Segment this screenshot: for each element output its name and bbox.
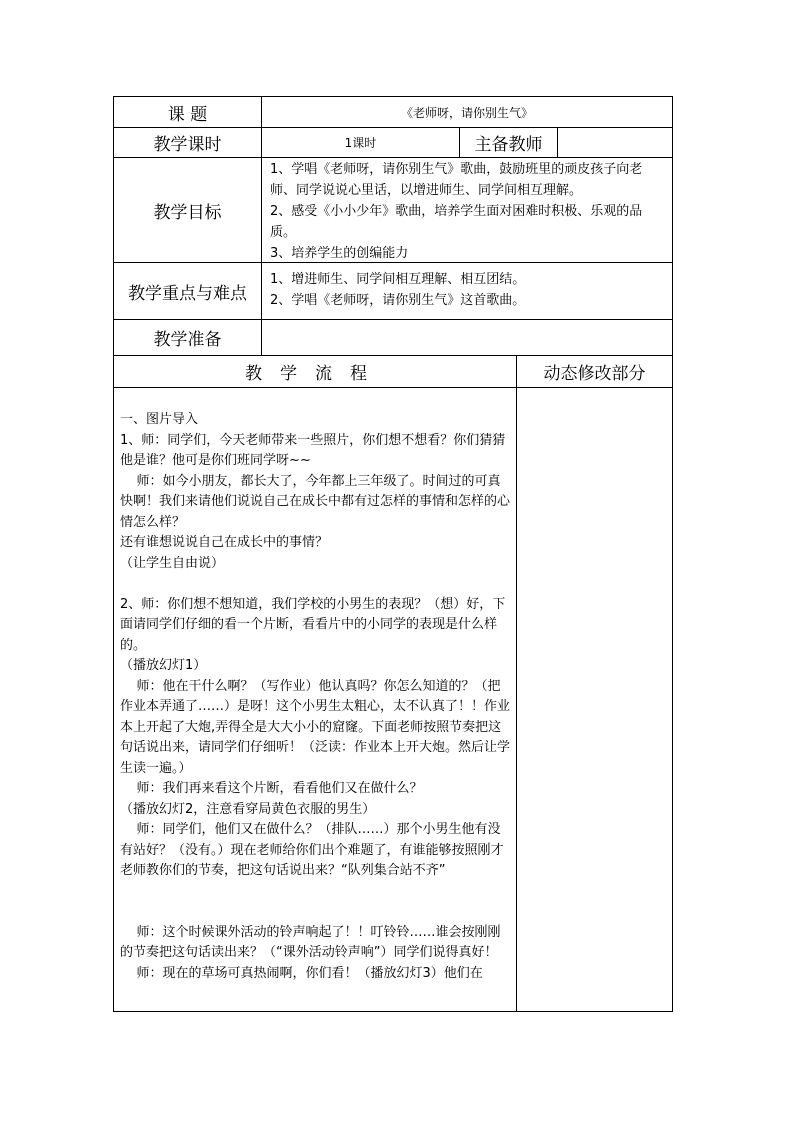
- flow-blank-line: [120, 882, 510, 923]
- goal-item: 1、学唱《老师呀，请你别生气》歌曲，鼓励班里的顽皮孩子向老师、同学说说心里话，以增进师生、同学间相互理解。: [270, 162, 643, 198]
- goals-label: 教学目标: [153, 202, 222, 223]
- hours-label: 教学课时: [153, 135, 222, 155]
- flow-line: （播放幻灯1）: [120, 658, 207, 673]
- goals-content: [262, 158, 672, 262]
- flow-line: 师：我们再来看这个片断，看看他们又在做什么？: [120, 781, 423, 796]
- flow-header: 教学流程: [245, 364, 385, 384]
- flow-body: [114, 410, 516, 1010]
- side-notes-cell: [517, 388, 672, 1011]
- teacher-label: 主备教师: [474, 135, 543, 155]
- flow-blank-line: [120, 574, 510, 595]
- flow-line: （让学生自由说）: [120, 555, 225, 571]
- prep-value: [262, 320, 672, 355]
- hours-value: 1课时: [344, 136, 377, 150]
- key-point-item: 2、学唱《老师呀，请你别生气》这首歌曲。: [270, 293, 526, 308]
- teacher-value: [558, 128, 672, 157]
- flow-line: 还有谁想说说自己在成长中的事情？: [120, 535, 329, 550]
- flow-line: 师：这个时候课外活动的铃声响起了！！叮铃铃……谁会按刚刚的节奏把这句话读出来？（“课外活动铃声响”）同学们说得真好！: [120, 924, 501, 960]
- flow-line: 1、师：同学们，今天老师带来一些照片，你们想不想看？你们猜猜他是谁？他可是你们班同学呀~~: [120, 432, 506, 468]
- flow-line: （播放幻灯2，注意看穿局黄色衣服的男生）: [120, 801, 376, 817]
- key-points-content: [262, 263, 672, 319]
- goal-item: 3、培养学生的创编能力: [270, 246, 409, 261]
- prep-label: 教学准备: [153, 330, 222, 350]
- lesson-plan-table: [113, 96, 673, 1012]
- key-points-label: 教学重点与难点: [128, 283, 247, 304]
- key-point-item: 1、增进师生、同学间相互理解、相互团结。: [270, 272, 526, 287]
- goal-item: 2、感受《小小少年》歌曲，培养学生面对困难时积极、乐观的品质。: [270, 204, 643, 240]
- topic-label: 课 题: [167, 104, 208, 125]
- flow-line: 2、师：你们想不想知道，我们学校的小男生的表现？（想）好，下面请同学们仔细的看一个片断，看看片中的小同学的表现是什么样的。: [120, 596, 506, 653]
- flow-line: 师：他在干什么啊？（写作业）他认真吗？你怎么知道的？（把作业本弄通了……）是呀！这个小男生太粗心，太不认真了！！作业本上开起了大炮,弄得全是大大小小的窟窿。下面老师按照节奏把这句话说出来，请同学们仔细听！（泛读：作业本上开大炮。然后让学生读一遍。）: [120, 678, 511, 776]
- side-header: 动态修改部分: [543, 364, 646, 384]
- flow-line: 师：现在的草场可真热闹啊，你们看！（播放幻灯3）他们在: [120, 965, 483, 981]
- topic-value: 《老师呀，请你别生气》: [400, 105, 533, 120]
- flow-line: 一、图片导入: [120, 412, 199, 427]
- flow-line: 师：如今小朋友，都长大了，今年都上三年级了。时间过的可真快啊！我们来请他们说说自己在成长中都有过怎样的事情和怎样的心情怎么样？: [120, 473, 511, 530]
- flow-line: 师：同学们，他们又在做什么？（排队……）那个小男生他有没有站好？（没有。）现在老师给你们出个难题了，有谁能够按照刚才老师教你们的节奏，把这句话说出来？“队列集合站不齐”: [120, 822, 504, 878]
